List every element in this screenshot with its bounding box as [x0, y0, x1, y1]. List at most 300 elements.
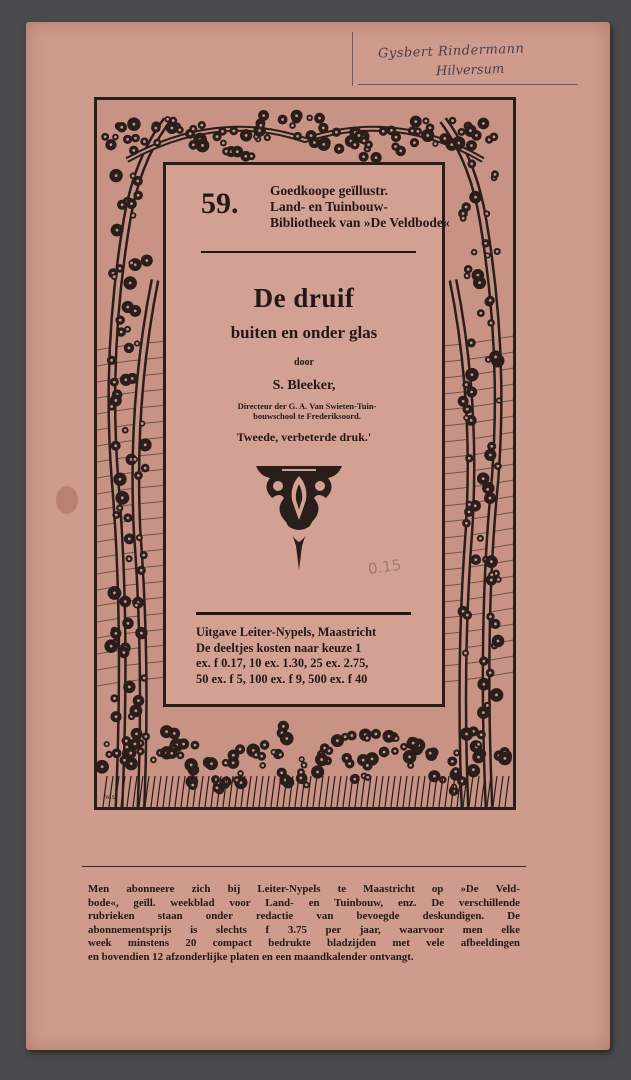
leaf-vein	[222, 142, 225, 145]
leaf-vein	[413, 141, 416, 144]
leaf-vein	[132, 214, 135, 217]
pencil-price-mark: 0.15	[366, 555, 403, 579]
leaf-vein	[144, 467, 147, 470]
leaf-vein	[466, 274, 469, 277]
leaf-vein	[366, 737, 369, 740]
leaf-vein	[363, 139, 366, 142]
grass-blade	[175, 776, 179, 807]
leaf-vein	[390, 129, 393, 132]
leaf-vein	[280, 771, 283, 774]
leaf-vein	[464, 652, 467, 655]
handwritten-line-1: Gysbert Rindermann	[377, 41, 525, 62]
leaf-vein	[239, 772, 242, 775]
leaf-vein	[477, 743, 480, 746]
leaf-vein	[116, 229, 119, 232]
leaf-vein	[454, 770, 457, 773]
leaf-vein	[489, 671, 492, 674]
leaf-vein	[110, 143, 113, 146]
grass-blade	[157, 776, 161, 807]
leaf-vein	[489, 299, 492, 302]
leaf-vein	[189, 132, 192, 135]
grass-blade	[271, 776, 275, 807]
leaf-vein	[493, 135, 496, 138]
leaf-vein	[114, 444, 117, 447]
leaf-vein	[367, 143, 370, 146]
leaf-vein	[303, 764, 306, 767]
leaf-vein	[371, 757, 374, 760]
leaf-vein	[465, 733, 468, 736]
leaf-vein	[490, 573, 493, 576]
leaf-vein	[468, 503, 471, 506]
leaf-vein	[139, 750, 142, 753]
leaf-vein	[172, 119, 175, 122]
leaf-vein	[132, 149, 135, 152]
grass-blade	[499, 776, 503, 807]
by-label: door	[294, 357, 314, 368]
leaf-vein	[299, 777, 302, 780]
leaf-vein	[471, 373, 474, 376]
leaf-vein	[225, 150, 228, 153]
leaf-vein	[115, 715, 118, 718]
series-title	[270, 183, 450, 231]
publisher-line-4: 50 ex. f 5, 100 ex. f 9, 500 ex. f 40	[196, 671, 368, 686]
leaf-vein	[154, 127, 157, 130]
grass-blade	[409, 776, 413, 807]
notice-line-3: rubrieken staan onder redactie van bevoegde deskundigen. De	[88, 910, 520, 923]
leaf-vein	[322, 143, 325, 146]
leaf-vein	[244, 155, 247, 158]
leaf-vein	[250, 155, 253, 158]
leaf-vein	[190, 763, 193, 766]
leaf-vein	[300, 758, 303, 761]
author-name: S. Bleeker,	[272, 378, 336, 393]
leaf-vein	[472, 768, 475, 771]
leaf-vein	[467, 268, 470, 271]
leaf-vein	[119, 319, 122, 322]
leaf-vein	[470, 341, 473, 344]
leaf-vein	[494, 355, 497, 358]
leaf-vein	[487, 358, 490, 361]
notice-line-1: Men abonneere zich bij Leiter-Nypels te Maastricht op »De Veld-	[88, 883, 520, 895]
leaf-vein	[409, 764, 412, 767]
leaf-vein	[127, 347, 130, 350]
leaf-vein	[366, 764, 369, 767]
grass-blade	[319, 776, 323, 807]
divider-rule	[201, 251, 416, 253]
leaf-vein	[482, 660, 485, 663]
leaf-vein	[279, 753, 282, 756]
leaf-vein	[115, 514, 118, 517]
leaf-vein	[130, 261, 133, 264]
series-number: 59.	[201, 187, 239, 220]
leaf-vein	[429, 752, 432, 755]
leaf-vein	[388, 735, 391, 738]
leaf-vein	[474, 196, 477, 199]
leaf-vein	[470, 162, 473, 165]
leaf-vein	[115, 174, 118, 177]
leaf-vein	[124, 600, 127, 603]
leaf-vein	[105, 743, 108, 746]
leaf-vein	[136, 180, 139, 183]
leaf-vein	[486, 704, 489, 707]
leaf-vein	[182, 743, 185, 746]
book-title: De druif	[253, 283, 355, 313]
leaf-vein	[412, 742, 415, 745]
leaf-vein	[308, 116, 311, 119]
leaf-vein	[394, 145, 397, 148]
grass-blade	[505, 776, 509, 807]
leaf-vein	[374, 733, 377, 736]
leaf-vein	[152, 758, 155, 761]
leaf-vein	[348, 762, 351, 765]
leaf-vein	[137, 194, 140, 197]
leaf-vein	[469, 129, 472, 132]
leaf-vein	[477, 756, 480, 759]
leaf-vein	[478, 281, 481, 284]
leaf-vein	[482, 683, 485, 686]
grass-blade	[493, 776, 497, 807]
leaf-vein	[482, 477, 485, 480]
leaf-vein	[133, 123, 136, 126]
grass-blade	[277, 776, 281, 807]
leaf-vein	[134, 709, 137, 712]
author-role-line-1: Directeur der G. A. Van Swieten-Tuin-	[237, 401, 377, 411]
leaf-vein	[474, 504, 477, 507]
leaf-vein	[300, 771, 303, 774]
publisher-line-1: Uitgave Leiter-Nypels, Maastricht	[196, 625, 377, 639]
leaf-vein	[496, 465, 499, 468]
grass-blade	[361, 776, 365, 807]
leaf-vein	[113, 381, 116, 384]
leaf-vein	[128, 557, 131, 560]
notice-line-5: week minstens 20 compact bedrukte bladzijden met vele afbeeldingen	[88, 937, 520, 950]
leaf-vein	[395, 136, 398, 139]
leaf-vein	[261, 764, 264, 767]
leaf-vein	[353, 778, 356, 781]
handwritten-owner-note	[352, 30, 592, 90]
grass-blade	[103, 776, 107, 807]
leaf-vein	[129, 282, 132, 285]
leaf-vein	[318, 117, 321, 120]
leaf-vein	[494, 623, 497, 626]
leaf-vein	[232, 754, 235, 757]
leaf-vein	[136, 342, 139, 345]
leaf-vein	[216, 135, 219, 138]
leaf-vein	[130, 202, 133, 205]
grass-blade	[253, 776, 257, 807]
leaf-vein	[258, 129, 261, 132]
leaf-vein	[468, 511, 471, 514]
leaf-vein	[474, 558, 477, 561]
leaf-vein	[353, 143, 356, 146]
grass-blade	[265, 776, 269, 807]
leaf-vein	[272, 751, 275, 754]
leaf-vein	[123, 759, 126, 762]
leaf-vein	[128, 685, 131, 688]
grass-blade	[247, 776, 251, 807]
grass-blade	[181, 776, 185, 807]
leaf-vein	[143, 677, 146, 680]
note-bracket-vertical	[352, 32, 359, 86]
leaf-vein	[125, 740, 128, 743]
author-role-line-2: bouwschool te Frederiksoord.	[253, 411, 361, 421]
leaf-vein	[494, 173, 497, 176]
leaf-vein	[173, 732, 176, 735]
leaf-vein	[131, 377, 134, 380]
subscription-notice	[88, 883, 520, 965]
leaf-vein	[138, 536, 141, 539]
notice-line-6: en bovendien 12 afzonderlijke platen en een maandkalender ontvangt.	[88, 950, 414, 963]
leaf-vein	[137, 474, 140, 477]
leaf-vein	[295, 114, 298, 117]
note-bracket-horizontal	[358, 84, 578, 85]
leaf-vein	[245, 134, 248, 137]
leaf-vein	[191, 784, 194, 787]
notice-line-2: bode«, geïll. weekblad voor Land- en Tuinbouw, enz. De verschillende	[88, 896, 520, 909]
leaf-vein	[113, 275, 116, 278]
leaf-vein	[260, 755, 263, 758]
leaf-vein	[291, 124, 294, 127]
leaf-vein	[426, 134, 429, 137]
grass-blade	[109, 776, 113, 807]
leaf-vein	[281, 118, 284, 121]
leaf-vein	[362, 155, 365, 158]
leaf-vein	[137, 699, 140, 702]
leaf-vein	[144, 444, 147, 447]
leaf-vein	[375, 156, 378, 159]
grass-blade	[259, 776, 263, 807]
leaf-vein	[383, 751, 386, 754]
leaf-vein	[134, 458, 137, 461]
leaf-vein	[470, 391, 473, 394]
leaf-vein	[130, 762, 133, 765]
leaf-vein	[141, 422, 144, 425]
leaf-vein	[465, 206, 468, 209]
leaf-vein	[433, 775, 436, 778]
grass-blade	[325, 776, 329, 807]
grass-blade	[379, 776, 383, 807]
grass-blade	[403, 776, 407, 807]
leaf-vein	[460, 131, 463, 134]
leaf-vein	[503, 757, 506, 760]
grass-blade	[151, 776, 155, 807]
leaf-vein	[110, 645, 113, 648]
leaf-vein	[126, 328, 129, 331]
leaf-vein	[134, 137, 137, 140]
leaf-vein	[259, 124, 262, 127]
grass-blade	[343, 776, 347, 807]
leaf-vein	[425, 119, 428, 122]
edition-label: Tweede, verbeterde druk.'	[236, 430, 372, 444]
grass-blade	[373, 776, 377, 807]
leaf-vein	[126, 516, 129, 519]
leaf-vein	[465, 416, 468, 419]
leaf-vein	[134, 309, 137, 312]
leaf-vein	[462, 212, 465, 215]
leaf-vein	[101, 765, 104, 768]
leaf-vein	[490, 560, 493, 563]
leaf-vein	[232, 761, 235, 764]
divider-rule-bottom	[196, 612, 411, 615]
leaf-vein	[236, 150, 239, 153]
leaf-vein	[118, 507, 121, 510]
leaf-vein	[497, 578, 500, 581]
leaf-vein	[210, 762, 213, 765]
leaf-vein	[322, 127, 325, 130]
leaf-vein	[143, 140, 146, 143]
leaf-vein	[135, 732, 138, 735]
leaf-vein	[142, 554, 145, 557]
leaf-vein	[434, 142, 437, 145]
leaf-vein	[320, 758, 323, 761]
leaf-vein	[350, 734, 353, 737]
leaf-vein	[104, 135, 107, 138]
leaf-vein	[490, 579, 493, 582]
leaf-vein	[178, 129, 181, 132]
leaf-vein	[179, 754, 182, 757]
grass-blade	[475, 776, 479, 807]
leaf-vein	[480, 733, 483, 736]
leaf-vein	[479, 537, 482, 540]
leaf-vein	[166, 118, 169, 121]
leaf-vein	[128, 537, 131, 540]
leaf-vein	[338, 147, 341, 150]
grass-blade	[205, 776, 209, 807]
leaf-vein	[145, 259, 148, 262]
leaf-vein	[124, 429, 127, 432]
leaf-vein	[114, 399, 117, 402]
grass-blade	[331, 776, 335, 807]
leaf-vein	[194, 744, 197, 747]
publisher-line-2: De deeltjes kosten naar keuze 1	[196, 640, 362, 655]
leaf-vein	[170, 752, 173, 755]
grass-blade	[127, 776, 131, 807]
handwritten-line-2: Hilversum	[435, 61, 505, 80]
leaf-vein	[114, 632, 117, 635]
leaf-vein	[465, 522, 468, 525]
leaf-vein	[310, 134, 313, 137]
leaf-vein	[417, 130, 420, 133]
leaf-vein	[108, 753, 111, 756]
leaf-vein	[110, 405, 113, 408]
ornament-icon	[252, 462, 346, 574]
leaf-vein	[144, 735, 147, 738]
leaf-vein	[366, 776, 369, 779]
leaf-vein	[486, 254, 489, 257]
leaf-vein	[165, 730, 168, 733]
author-role	[176, 401, 438, 421]
leaf-vein	[335, 131, 338, 134]
leaf-vein	[495, 694, 498, 697]
notice-divider	[82, 866, 526, 867]
leaf-vein	[466, 408, 469, 411]
leaf-vein	[451, 119, 454, 122]
leaf-vein	[443, 137, 446, 140]
grass-blade	[307, 776, 311, 807]
leaf-vein	[429, 126, 432, 129]
leaf-vein	[120, 126, 123, 129]
leaf-vein	[450, 143, 453, 146]
grass-blade	[199, 776, 203, 807]
series-line-3: Bibliotheek van »De Veldbode«	[270, 215, 450, 230]
leaf-vein	[408, 755, 411, 758]
leaf-vein	[336, 739, 339, 742]
leaf-vein	[382, 130, 385, 133]
leaf-vein	[473, 251, 476, 254]
leaf-vein	[470, 144, 473, 147]
leaf-vein	[140, 632, 143, 635]
leaf-vein	[462, 217, 465, 220]
leaf-vein	[497, 640, 500, 643]
grass-blade	[337, 776, 341, 807]
leaf-vein	[135, 604, 138, 607]
leaf-vein	[490, 322, 493, 325]
grass-blade	[313, 776, 317, 807]
leaf-vein	[313, 141, 316, 144]
leaf-vein	[468, 457, 471, 460]
leaf-vein	[414, 120, 417, 123]
leaf-vein	[462, 400, 465, 403]
leaf-vein	[490, 445, 493, 448]
leaf-vein	[282, 725, 285, 728]
leaf-vein	[479, 312, 482, 315]
leaf-vein	[126, 138, 129, 141]
leaf-vein	[224, 761, 227, 764]
grass-blade	[397, 776, 401, 807]
grass-blade	[427, 776, 431, 807]
publisher-line-3: ex. f 0.17, 10 ex. 1.30, 25 ex. 2.75,	[196, 656, 369, 670]
series-line-1: Goedkoope geïllustr.	[270, 183, 389, 198]
leaf-vein	[455, 751, 458, 754]
leaf-vein	[121, 203, 124, 206]
leaf-vein	[134, 742, 137, 745]
leaf-vein	[482, 122, 485, 125]
leaf-vein	[305, 783, 308, 786]
leaf-vein	[451, 760, 454, 763]
leaf-vein	[345, 757, 348, 760]
grass-blade	[133, 776, 137, 807]
leaf-vein	[115, 752, 118, 755]
leaf-vein	[119, 478, 122, 481]
leaf-vein	[362, 759, 365, 762]
leaf-vein	[201, 144, 204, 147]
leaf-vein	[200, 124, 203, 127]
leaf-vein	[114, 136, 117, 139]
leaf-vein	[296, 135, 299, 138]
leaf-vein	[344, 735, 347, 738]
leaf-vein	[411, 129, 414, 132]
paper-stain	[56, 486, 78, 514]
leaf-vein	[156, 141, 159, 144]
leaf-vein	[113, 592, 116, 595]
leaf-vein	[263, 743, 266, 746]
title-panel	[163, 162, 450, 707]
leaf-vein	[129, 752, 132, 755]
leaf-vein	[485, 212, 488, 215]
leaf-vein	[255, 753, 258, 756]
leaf-vein	[285, 737, 288, 740]
grass-blade	[421, 776, 425, 807]
grass-blade	[469, 776, 473, 807]
leaf-vein	[221, 130, 224, 133]
leaf-vein	[328, 749, 331, 752]
leaf-vein	[262, 114, 265, 117]
leaf-vein	[192, 143, 195, 146]
leaf-vein	[465, 383, 468, 386]
leaf-vein	[466, 614, 469, 617]
leaf-vein	[399, 149, 402, 152]
leaf-vein	[216, 787, 219, 790]
